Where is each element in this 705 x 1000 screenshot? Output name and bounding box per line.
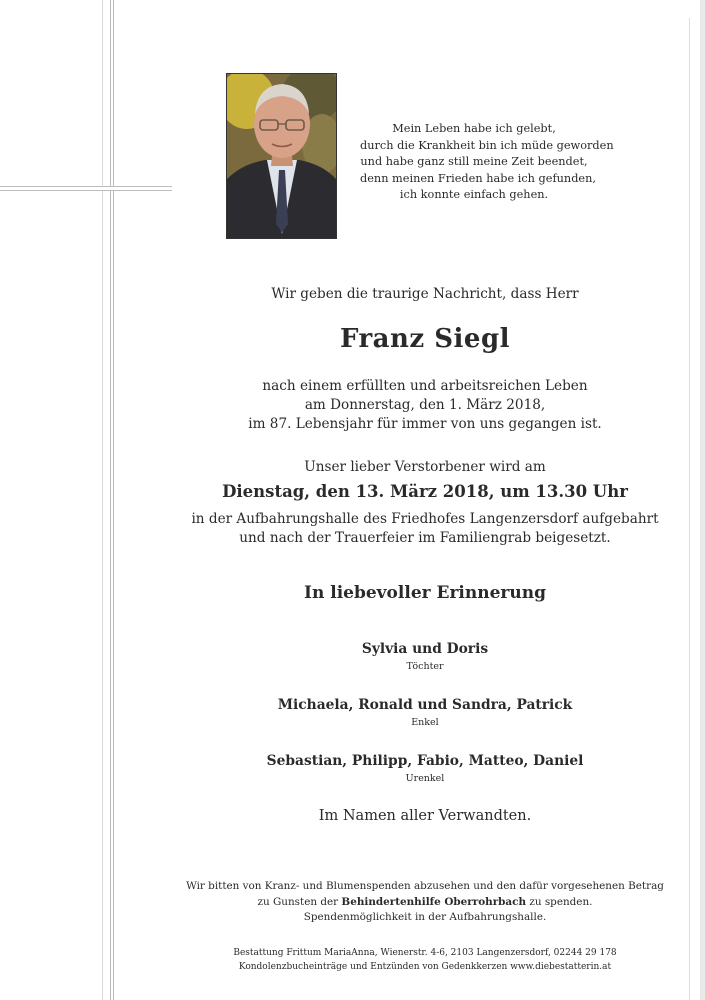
poem-line: ich konnte einfach gehen. [399, 188, 549, 202]
poem-line: und habe ganz still meine Zeit beendet, [360, 155, 588, 169]
passing-line: nach einem erfüllten und arbeitsreichen Leben [262, 378, 588, 394]
footer-website: Kondolenzbucheinträge und Entzünden von Gedenkkerzen www.diebestatterin.at [238, 961, 612, 972]
page-right-edge [689, 18, 690, 1000]
funeral-place-line: und nach der Trauerfeier im Familiengrab beigesetzt. [239, 530, 611, 546]
charity-name: Behindertenhilfe Oberrohrbach [341, 895, 527, 908]
family-names-great-grandchildren: Sebastian, Philipp, Fabio, Matteo, Daniel [266, 753, 584, 769]
cross-vertical-bar [110, 0, 114, 1000]
family-relation-grandchildren: Enkel [411, 717, 439, 728]
closing-line: Im Namen aller Verwandten. [318, 808, 532, 824]
poem-line: Mein Leben habe ich gelebt, [392, 122, 556, 135]
donation-line-2: zu Gunsten der Behindertenhilfe Oberrohrbach zu spenden. [257, 895, 593, 908]
family-names-daughters: Sylvia und Doris [361, 641, 489, 657]
intro-text: Wir geben die traurige Nachricht, dass Herr [271, 286, 579, 302]
passing-text [185, 377, 665, 434]
donation-line-3: Spendenmöglichkeit in der Aufbahrungshalle. [303, 911, 547, 923]
footer [185, 947, 665, 974]
page-fold-line [102, 0, 103, 1000]
family-relation-great-grandchildren: Urenkel [405, 773, 445, 784]
funeral-place-line: in der Aufbahrungshalle des Friedhofes Langenzersdorf aufgebahrt [191, 511, 659, 527]
poem-line: durch die Krankheit bin ich müde geworden [360, 138, 614, 152]
passing-line: am Donnerstag, den 1. März 2018, [304, 397, 546, 413]
funeral-place [185, 510, 665, 548]
cross-horizontal-bar [0, 186, 172, 191]
family-relation-daughters: Töchter [406, 661, 444, 672]
donation-note [185, 879, 665, 926]
poem [360, 121, 614, 204]
memory-heading: In liebevoller Erinnerung [304, 583, 546, 603]
family-names-grandchildren: Michaela, Ronald und Sandra, Patrick [277, 697, 573, 713]
donation-line-1: Wir bitten von Kranz- und Blumenspenden abzusehen und den dafür vorgesehenen Betrag [186, 880, 664, 892]
poem-line: denn meinen Frieden habe ich gefunden, [360, 171, 596, 185]
deceased-name: Franz Siegl [339, 324, 511, 354]
funeral-date: Dienstag, den 13. März 2018, um 13.30 Uhr [222, 482, 628, 501]
announcement-text: Unser lieber Verstorbener wird am [304, 459, 546, 475]
footer-address: Bestattung Frittum MariaAnna, Wienerstr. 4-6, 2103 Langenzersdorf, 02244 29 178 [233, 948, 617, 958]
portrait-photo [226, 73, 337, 239]
passing-line: im 87. Lebensjahr für immer von uns gegangen ist. [248, 416, 602, 432]
